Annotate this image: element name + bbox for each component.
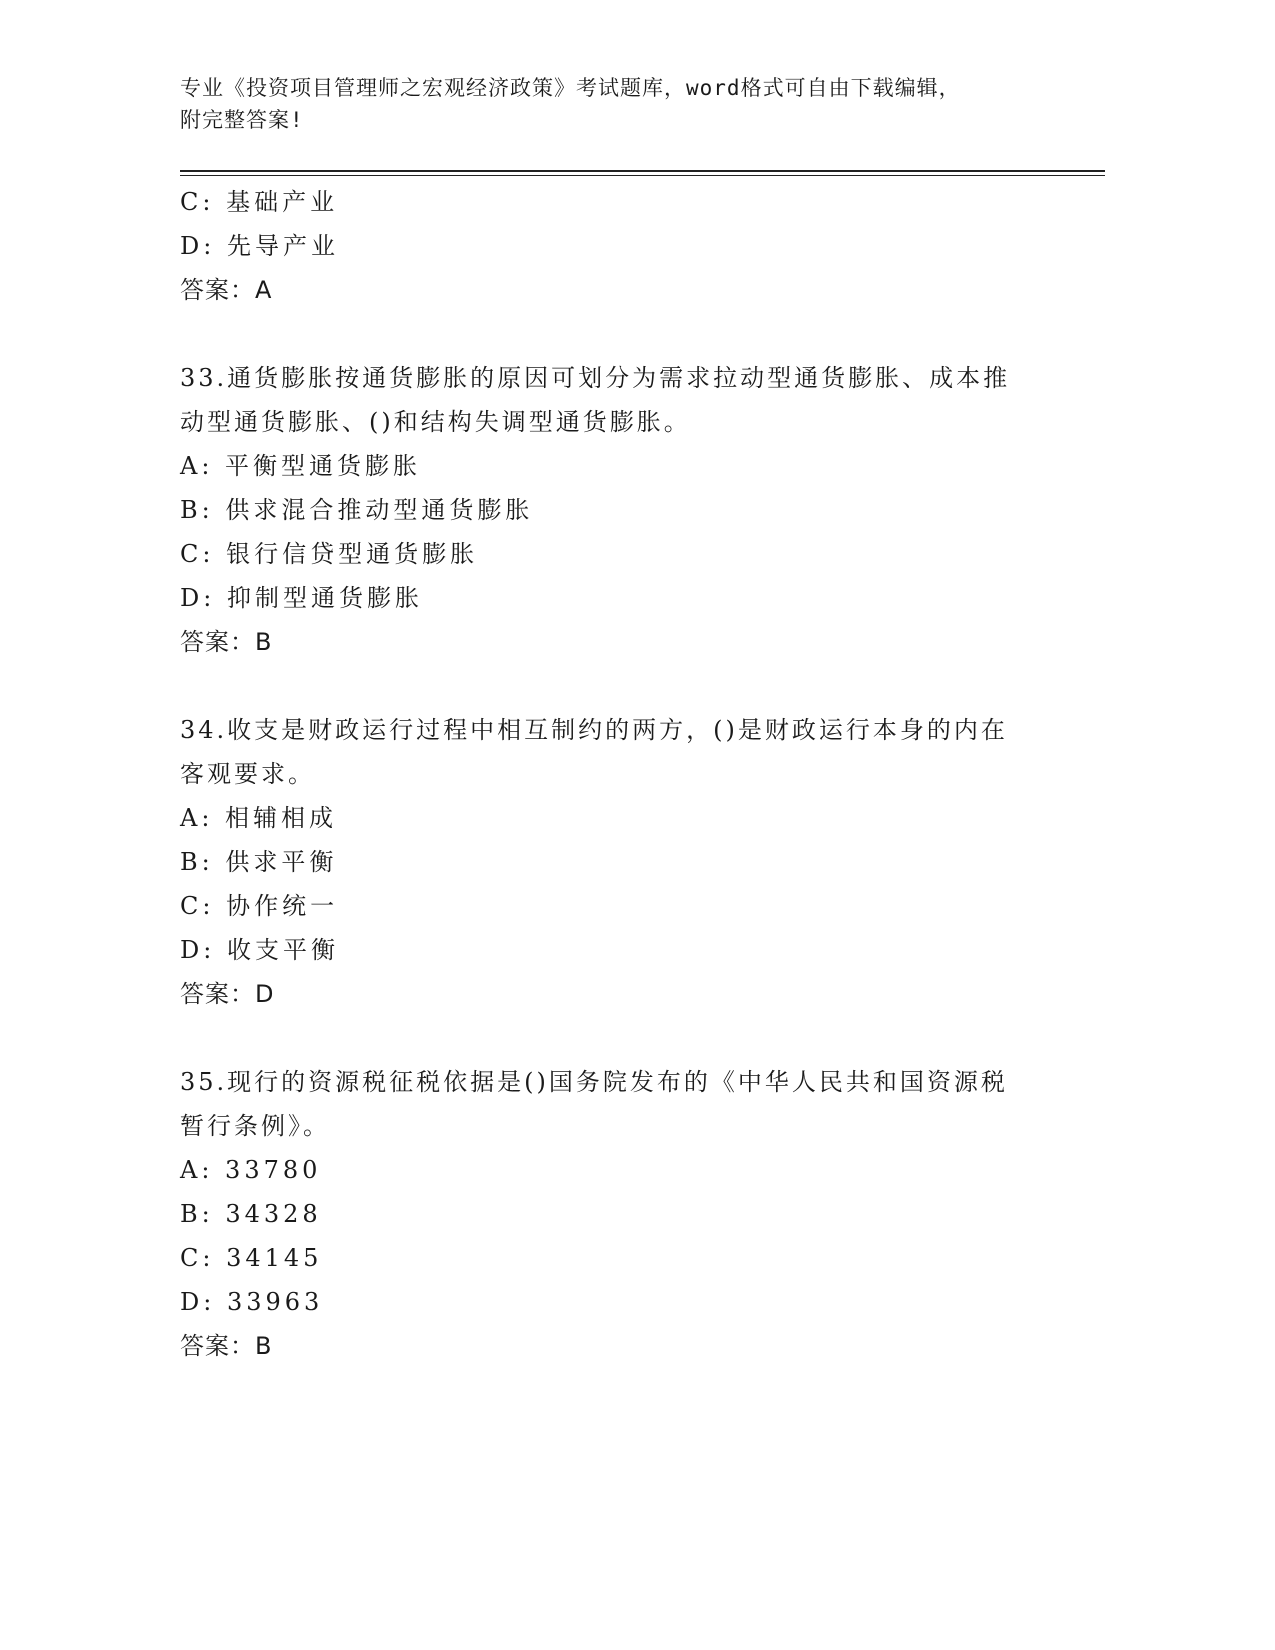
answer-line: 答案：D (180, 980, 275, 1008)
option-b: B: 34328 (180, 1200, 322, 1228)
option-c: C: 基础产业 (180, 188, 339, 216)
answer-line: 答案：A (180, 276, 273, 304)
option-a: A: 平衡型通货膨胀 (180, 452, 422, 480)
option-a: A: 相辅相成 (180, 804, 338, 832)
question-stem-line: 客观要求。 (180, 760, 315, 788)
answer-line: 答案：B (180, 1332, 273, 1360)
question-list (180, 180, 1040, 1368)
header-line-2: 附完整答案! (180, 108, 304, 132)
answer-line: 答案：B (180, 628, 273, 656)
question-stem-line: 34.收支是财政运行过程中相互制约的两方，()是财政运行本身的内在 (180, 716, 1008, 744)
header-divider-thin (180, 175, 1105, 176)
header-line-1: 专业《投资项目管理师之宏观经济政策》考试题库，word格式可自由下载编辑， (180, 76, 961, 100)
question-34 (180, 708, 1040, 1016)
header-divider-thick (180, 170, 1105, 172)
option-b: B: 供求混合推动型通货膨胀 (180, 496, 534, 524)
question-33 (180, 356, 1040, 664)
previous-question-tail (180, 180, 1040, 312)
option-a: A: 33780 (180, 1156, 322, 1184)
option-b: B: 供求平衡 (180, 848, 338, 876)
option-c: C: 34145 (180, 1244, 323, 1272)
question-stem-line: 动型通货膨胀、()和结构失调型通货膨胀。 (180, 408, 691, 436)
option-c: C: 协作统一 (180, 892, 339, 920)
option-d: D: 先导产业 (180, 232, 339, 260)
option-d: D: 抑制型通货膨胀 (180, 584, 423, 612)
spacer (180, 664, 1040, 708)
spacer (180, 1016, 1040, 1060)
question-35 (180, 1060, 1040, 1368)
option-d: D: 33963 (180, 1288, 324, 1316)
question-stem-line: 35.现行的资源税征税依据是()国务院发布的《中华人民共和国资源税 (180, 1068, 1008, 1096)
question-stem-line: 暂行条例》。 (180, 1112, 330, 1140)
question-stem-line: 33.通货膨胀按通货膨胀的原因可划分为需求拉动型通货膨胀、成本推 (180, 364, 1011, 392)
option-c: C: 银行信贷型通货膨胀 (180, 540, 479, 568)
spacer (180, 312, 1040, 356)
document-header (180, 72, 1060, 136)
option-d: D: 收支平衡 (180, 936, 339, 964)
